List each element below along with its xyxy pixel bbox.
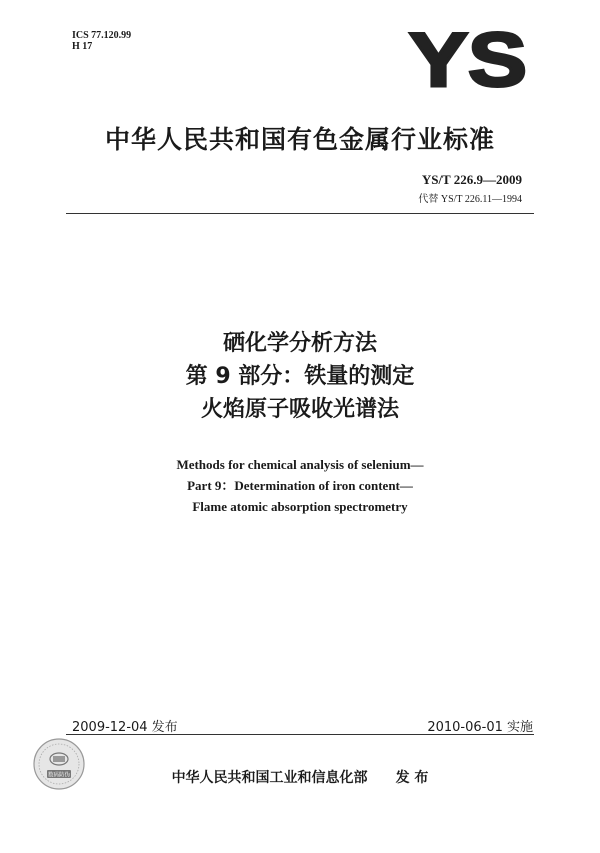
english-title-line-2: Part 9：Determination of iron content— <box>187 478 413 493</box>
ys-logo <box>407 28 529 90</box>
chinese-title-line-2: 第 9 部分：铁量的测定 <box>185 364 415 389</box>
standard-number-block <box>418 172 522 205</box>
standard-family-title: 中华人民共和国有色金属行业标准 <box>104 125 495 154</box>
english-title-line-3: Flame atomic absorption spectrometry <box>192 499 408 514</box>
issue-date: 2009-12-04 发布 <box>72 720 178 735</box>
english-title-line-1: Methods for chemical analysis of selenium— <box>176 457 424 472</box>
chinese-title-line-3: 火焰原子吸收光谱法 <box>200 397 399 422</box>
chinese-title-line-1: 硒化学分析方法 <box>222 331 377 356</box>
issuing-authority: 中华人民共和国工业和信息化部 <box>171 770 368 786</box>
ys-logo-text: YS <box>409 28 527 90</box>
classification-block <box>72 30 131 52</box>
issuer-line <box>0 767 600 787</box>
seal-caption: 数码防伪 <box>47 772 71 779</box>
english-title <box>0 454 600 517</box>
implementation-date: 2010-06-01 实施 <box>427 720 533 735</box>
classification-code: H 17 <box>72 41 93 52</box>
replaces-note: 代替 YS/T 226.11—1994 <box>418 194 522 205</box>
issue-label: 发 布 <box>395 770 429 786</box>
ics-code: ICS 77.120.99 <box>72 30 132 41</box>
top-divider <box>66 213 534 214</box>
standard-number: YS/T 226.9—2009 <box>421 172 522 187</box>
chinese-title <box>0 327 600 426</box>
bottom-divider <box>66 734 534 735</box>
